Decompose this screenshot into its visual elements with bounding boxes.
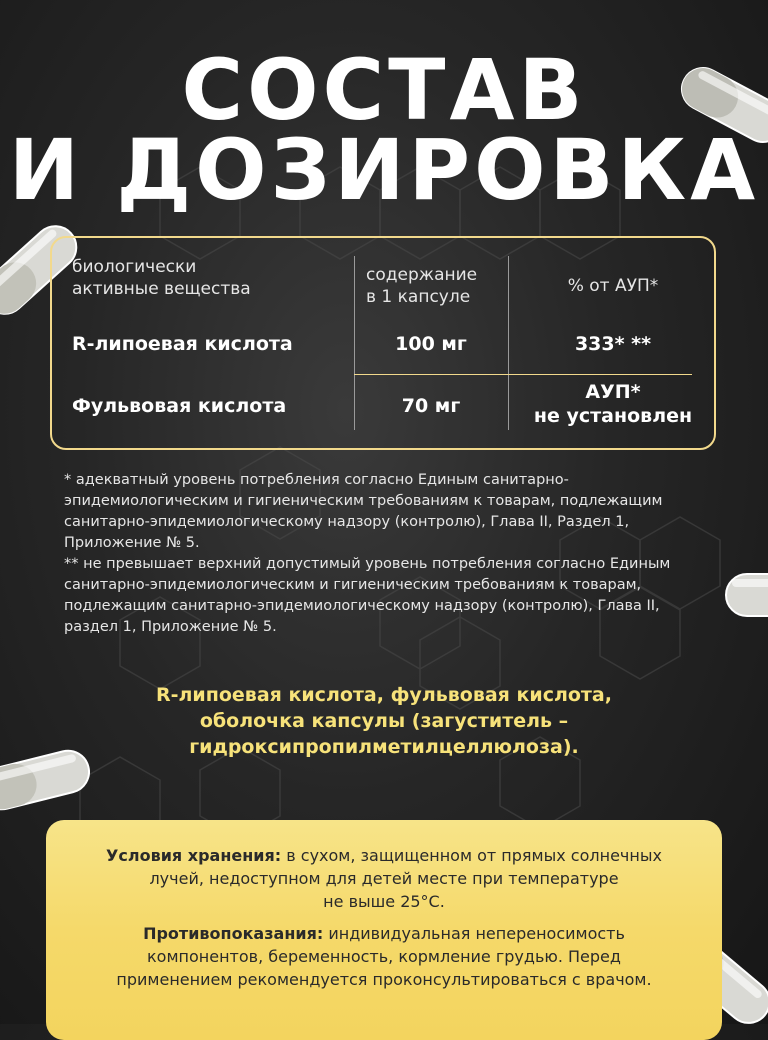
composition-line1: R-липоевая кислота, фульвовая кислота, [156,684,612,706]
page-title-line1: СОСТАВ [181,41,587,139]
footnote-1-line1: * адекватный уровень потребления согласно Единым санитарно- [64,472,569,488]
contra-text-line2: компонентов, беременность, кормление грудью. Перед [147,947,621,966]
header-substance-line2: активные вещества [72,279,251,299]
dosage-table [50,236,716,450]
page-title-line2: И ДОЗИРОВКА [8,121,760,219]
contra-text-line3: применением рекомендуется проконсультироваться с врачом. [116,970,652,989]
composition-line3: гидроксипропилметилцеллюлоза). [189,736,579,758]
table-header-percent [508,275,718,297]
storage-text-line1: в сухом, защищенном от прямых солнечных [281,846,662,865]
composition-text [80,682,688,760]
capsule-left-lower [0,740,90,820]
row-2-percent-line2: не установлен [533,405,693,427]
footnote-2-line4: раздел 1, Приложение № 5. [64,619,277,635]
table-row-1-name: R-липоевая кислота [72,333,293,355]
table-row-divider [354,374,692,375]
contraindications [86,922,682,991]
table-row-2-name: Фульвовая кислота [72,395,287,417]
storage-text-line3: не выше 25°С. [323,892,445,911]
contra-line1 [86,922,682,945]
table-header-substance [72,256,342,300]
row-2-percent-line1: АУП* [585,381,641,403]
footnote-1-line4: Приложение № 5. [64,535,200,551]
contra-text-line1: индивидуальная непереносимость [323,924,625,943]
storage-info-box [46,820,722,1040]
capsule-right-middle [722,560,768,630]
storage-line1 [86,844,682,867]
storage-conditions [86,844,682,913]
table-row-1-amount: 100 мг [395,333,467,355]
table-row-1-percent: 333* ** [574,333,652,355]
footnote-2-line1: ** не превышает верхний допустимый уровень потребления согласно Единым [64,556,671,572]
table-row-2-amount: 70 мг [401,395,461,417]
footnotes [64,470,714,638]
storage-text-line2: лучей, недоступном для детей месте при температуре [149,869,619,888]
storage-label: Условия хранения: [106,846,282,865]
table-row-2-percent [508,380,718,428]
footnote-2-line2: санитарно-эпидемиологическим и гигиеническим требованиям к товарам, [64,577,642,593]
footnote-2-line3: подлежащим санитарно-эпидемиологическому надзору (контролю), Глава II, [64,598,660,614]
header-amount-line1: содержание [366,265,478,285]
footnote-1-line3: санитарно-эпидемиологическому надзору (контролю), Глава II, Раздел 1, [64,514,630,530]
contraindications-label: Противопоказания: [143,924,324,943]
header-amount-line2: в 1 капсуле [366,287,471,307]
footnote-1-line2: эпидемиологическим и гигиеническим требованиям к товарам, подлежащим [64,493,663,509]
header-substance-line1: биологически [72,257,197,277]
composition-line2: оболочка капсулы (загуститель – [199,710,569,732]
header-percent-text: % от АУП* [567,276,659,296]
table-header-amount [366,264,506,308]
